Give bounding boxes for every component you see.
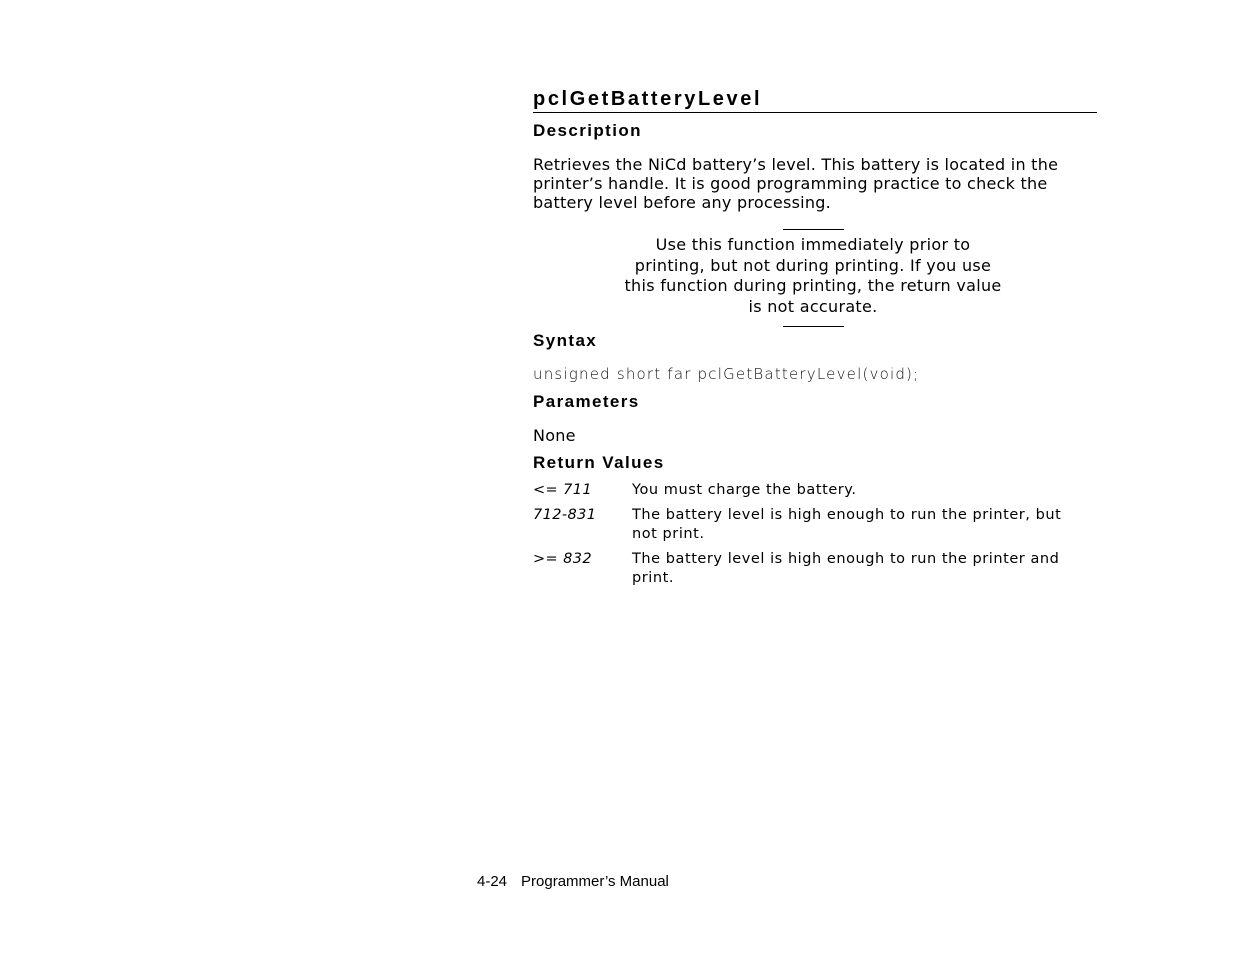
title-underline — [533, 112, 1097, 113]
syntax-heading: Syntax — [533, 331, 598, 350]
description-text — [533, 155, 1099, 212]
parameters-heading: Parameters — [533, 392, 640, 411]
return-value: >= 832 — [533, 551, 592, 567]
return-value: <= 711 — [533, 482, 592, 498]
description-heading: Description — [533, 121, 642, 140]
description-line: Retrieves the NiCd battery’s level. This battery is located in the — [533, 155, 1059, 174]
note-rule-bottom — [783, 326, 844, 327]
return-value-description-line: The battery level is high enough to run the printer, but — [632, 507, 1062, 523]
description-line: battery level before any processing. — [533, 193, 832, 212]
return-value-description-line: print. — [632, 570, 674, 586]
note-block — [613, 235, 1013, 317]
return-value-description — [632, 550, 1102, 588]
return-value-description — [632, 481, 1102, 500]
return-value-description — [632, 506, 1102, 544]
note-line: printing, but not during printing. If you use — [634, 255, 992, 275]
return-value: 712-831 — [533, 507, 597, 523]
return-values-heading: Return Values — [533, 453, 665, 472]
note-line: is not accurate. — [748, 296, 878, 316]
description-line: printer’s handle. It is good programming practice to check the — [533, 174, 1048, 193]
parameters-text: None — [533, 426, 576, 445]
syntax-code: unsigned short far pclGetBatteryLevel(void); — [533, 365, 920, 383]
return-value-description-line: The battery level is high enough to run the printer and — [632, 551, 1060, 567]
note-line: this function during printing, the return value — [624, 276, 1002, 295]
manual-title: Programmer’s Manual — [521, 873, 669, 890]
note-rule-top — [783, 229, 844, 230]
note-line: Use this function immediately prior to — [655, 235, 971, 254]
return-value-description-line: not print. — [632, 526, 705, 542]
return-value-description-line: You must charge the battery. — [632, 482, 857, 498]
page-footer — [477, 873, 669, 891]
page-number: 4-24 — [477, 873, 508, 890]
function-title: pclGetBatteryLevel — [533, 88, 763, 110]
